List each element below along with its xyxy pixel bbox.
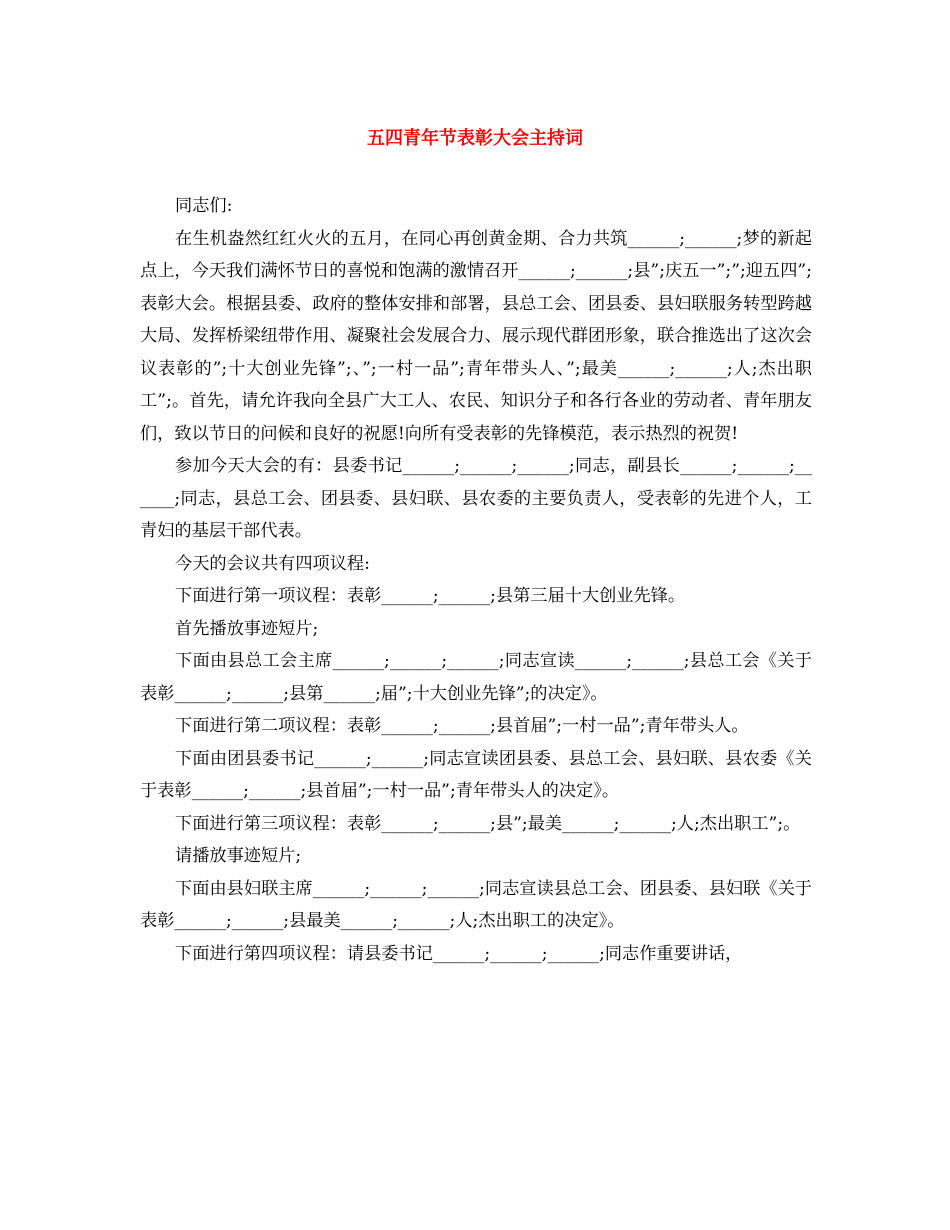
document-title: 五四青年节表彰大会主持词 <box>367 128 583 149</box>
paragraph: 请播放事迹短片; <box>175 846 302 866</box>
document-body <box>140 190 812 970</box>
paragraph: 下面由县妇联主席______;______;______;同志宣读县总工会、团县委、县妇联《关于表彰______;______;县最美______;______;人;杰出职工的决定》。 <box>140 878 812 931</box>
paragraph: 同志们: <box>175 196 233 216</box>
paragraph: 在生机盎然红红火火的五月，在同心再创黄金期、合力共筑______;______;梦的新起点上，今天我们满怀节日的喜悦和饱满的激情召开______;______;县”;庆五一”;”;迎五四”;表彰大会。根据县委、政府的整体安排和部署，县总工会、团县委、县妇联服务转型跨越大局、发挥桥梁纽带作用、凝聚社会发展合力、展示现代群团形象，联合推选出了这次会议表彰的”;十大创业先锋”;、”;一村一品”;青年带头人、”;最美______;______;人;杰出职工”;。首先，请允许我向全县广大工人、农民、知识分子和各行各业的劳动者、青年朋友们，致以节日的问候和良好的祝愿!向所有受表彰的先锋模范，表示热烈的祝贺! <box>140 228 812 444</box>
paragraph: 下面进行第一项议程：表彰______;______;县第三届十大创业先锋。 <box>175 586 686 606</box>
paragraph: 下面由团县委书记______;______;同志宣读团县委、县总工会、县妇联、县农委《关于表彰______;______;县首届”;一村一品”;青年带头人的决定》。 <box>140 748 812 801</box>
paragraph: 下面进行第二项议程：表彰______;______;县首届”;一村一品”;青年带头人。 <box>175 716 749 736</box>
paragraph: 下面进行第三项议程：表彰______;______;县”;最美______;______;人;杰出职工”;。 <box>175 813 801 834</box>
paragraph: 首先播放事迹短片; <box>175 618 319 639</box>
paragraph: 下面由县总工会主席______;______;______;同志宣读______;______;县总工会《关于表彰______;______;县第______;届”;十大创业先锋”;的决定》。 <box>140 651 812 704</box>
paragraph: 今天的会议共有四项议程: <box>175 553 370 574</box>
paragraph: 参加今天大会的有：县委书记______;______;______;同志，副县长______;______;______;同志，县总工会、团县委、县妇联、县农委的主要负责人，受表彰的先进个人，工青妇的基层干部代表。 <box>140 456 812 541</box>
paragraph: 下面进行第四项议程：请县委书记______;______;______;同志作重要讲话， <box>175 943 743 964</box>
